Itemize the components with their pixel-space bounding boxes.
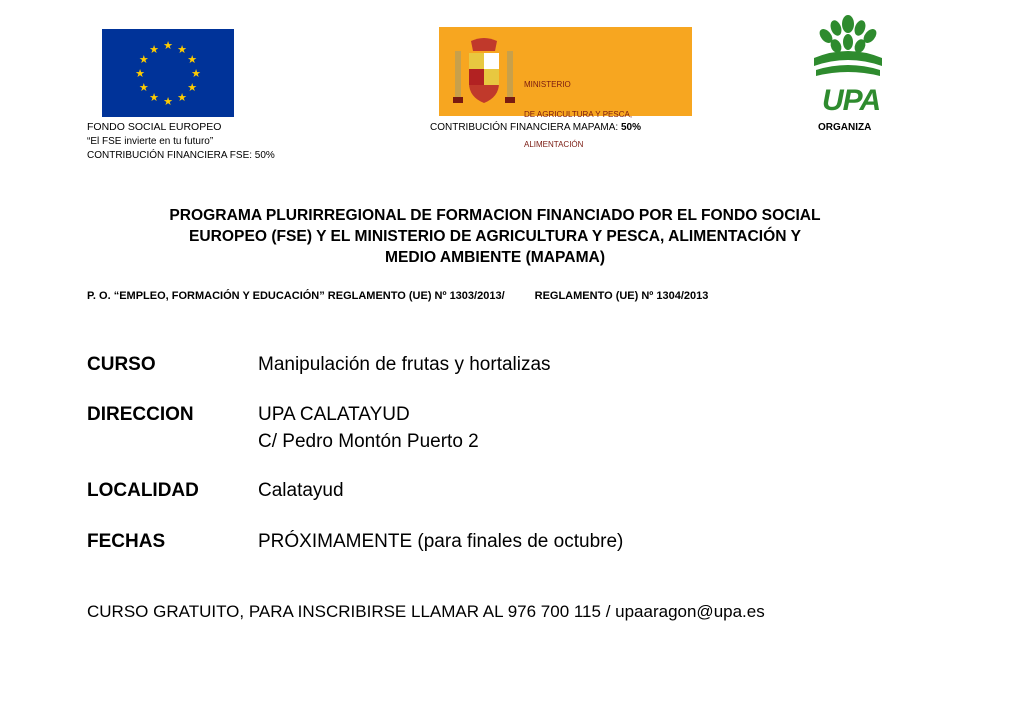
eu-star-icon: ★ <box>177 92 187 105</box>
eu-star-icon: ★ <box>187 54 198 66</box>
eu-star-icon: ★ <box>163 96 173 108</box>
eu-flag-icon <box>102 29 234 117</box>
eu-star-icon: ★ <box>138 54 149 66</box>
operational-program-line <box>87 290 708 302</box>
eu-star-icon: ★ <box>177 43 187 56</box>
fechas-label: FECHAS <box>87 531 166 552</box>
eu-star-icon: ★ <box>163 40 173 52</box>
direccion-line1: UPA CALATAYUD <box>258 404 410 425</box>
direccion-line2: C/ Pedro Montón Puerto 2 <box>258 431 479 452</box>
mapama-name <box>524 60 632 160</box>
mapama-contribution-value: 50% <box>620 122 641 133</box>
po-regulation-left: P. O. “EMPLEO, FORMACIÓN Y EDUCACIÓN” REGLAMENTO (UE) Nº 1303/2013/ <box>87 290 505 302</box>
mapama-line: DE AGRICULTURA Y PESCA, <box>524 110 633 119</box>
curso-label: CURSO <box>87 354 156 375</box>
eu-star-icon: ★ <box>138 82 149 94</box>
organizer-label: ORGANIZA <box>818 122 872 133</box>
curso-value: Manipulación de frutas y hortalizas <box>258 354 551 375</box>
program-title-line: PROGRAMA PLURIRREGIONAL DE FORMACION FINANCIADO POR EL FONDO SOCIAL <box>169 207 821 224</box>
registration-info: CURSO GRATUITO, PARA INSCRIBIRSE LLAMAR AL 976 700 115 / upaaragon@upa.es <box>87 602 765 621</box>
eu-star-icon: ★ <box>191 68 201 80</box>
eu-star-icon: ★ <box>135 68 145 80</box>
upa-logo-text: UPA <box>822 84 881 117</box>
mapama-contribution-label: CONTRIBUCIÓN FINANCIERA MAPAMA: <box>430 122 619 133</box>
localidad-label: LOCALIDAD <box>87 480 199 501</box>
mapama-line: MINISTERIO <box>524 80 571 89</box>
po-regulation-right: REGLAMENTO (UE) Nº 1304/2013 <box>534 290 709 302</box>
eu-star-icon: ★ <box>187 82 198 94</box>
fechas-value: PRÓXIMAMENTE (para finales de octubre) <box>258 531 624 552</box>
direccion-label: DIRECCION <box>87 404 194 425</box>
program-title <box>70 205 920 268</box>
program-title-line: MEDIO AMBIENTE (MAPAMA) <box>384 249 606 266</box>
spain-crest-icon <box>453 37 515 109</box>
localidad-value: Calatayud <box>258 480 344 501</box>
upa-logo <box>808 14 888 118</box>
mapama-line: ALIMENTACIÓN <box>524 140 584 149</box>
mapama-contribution <box>430 122 641 134</box>
eu-star-icon: ★ <box>149 92 159 105</box>
program-title-line: EUROPEO (FSE) Y EL MINISTERIO DE AGRICULTURA Y PESCA, ALIMENTACIÓN Y <box>189 228 801 245</box>
fse-contribution: CONTRIBUCIÓN FINANCIERA FSE: 50% <box>87 150 275 161</box>
fse-motto: “El FSE invierte en tu futuro” <box>87 136 214 147</box>
eu-star-icon: ★ <box>149 43 159 56</box>
fse-name: FONDO SOCIAL EUROPEO <box>87 121 222 133</box>
